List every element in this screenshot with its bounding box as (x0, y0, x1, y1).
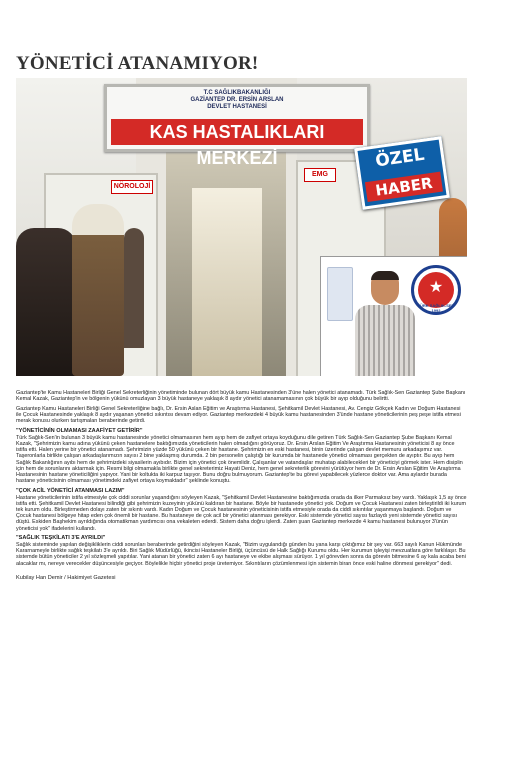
seal-text: TÜRK SAĞLIK-SEN 1992 (417, 303, 455, 313)
hospital-sign (104, 84, 370, 168)
emg-sign: EMG (304, 168, 336, 182)
paragraph: Gaziantep'te Kamu Hastaneleri Birliği Genel Sekreterliğinin yönetiminde bulunan dört büyük kamu Hastanesinden 3'üne halen yönetici atanamadı. Türk Sağlık-Sen Gaziantep Şube Başkanı Kemal Kazak, Gaziantep'in ve bölgenin yükünü omuzlayan 3 büyük hastaneye yaklaşık 8 aydır yönetici atanamamasının çok büyük bir ayıp olduğunu belirtti. (16, 390, 466, 403)
portrait (355, 271, 415, 376)
person-figure (16, 228, 76, 376)
section-heading: "ÇOK ACİL YÖNETİCİ ATANMASI LAZIM" (16, 488, 125, 495)
sign-line-3: DEVLET HASTANESİ (207, 104, 267, 110)
inset-photo (320, 256, 467, 376)
author-line: Kubilay Han Demir / Hakimiyet Gazetesi (16, 574, 116, 581)
section-heading: "SAĞLIK TEŞKİLATI 3'E AYRILDI" (16, 535, 106, 542)
badge-bottom: HABER (365, 172, 443, 202)
section-heading: "YÖNETİCİNİN OLMAMASI ZAAFİYET GETİRİR" (16, 428, 143, 435)
corridor (192, 188, 262, 376)
star-icon: ★ (428, 279, 444, 296)
article (16, 52, 467, 581)
article-photo (16, 78, 467, 376)
ozel-haber-badge (354, 136, 450, 210)
noroloji-sign: NÖROLOJİ (111, 180, 153, 194)
person-figure (72, 204, 124, 376)
sign-line-2: GAZİANTEP DR. ERSİN ARSLAN (190, 97, 284, 103)
paragraph: Gaziantep Kamu Hastaneleri Birliği Genel Sekreterliğine bağlı, Dr. Ersin Aslan Eğitim ve Araştırma Hastanesi, Şehitkamil Devlet Hastanesi, Av. Cengiz Gökçek Kadın ve Doğum Hastanesi ile Çocuk Hastanesinde yaklaşık 8 aydır yaşanan yönetici sıkıntısı devam ediyor. Gaziantep merkezdeki 4 büyük kamu hastanesinden 3'ünde hastane yöneticilerinin peş peşe istifa etmesi merak konusu olurken tartışmaları beraberinde getirdi. (16, 406, 461, 425)
paragraph: Sağlık sisteminde yapılan değişikliklerin ciddi sorunları beraberinde getirdiğini söyleyen Kazak, "Bizim uygulandığı günden bu yana karşı çıktığımız bir şey var. 663 sayılı Kanun Hükmünde Kararnameyle birlikte sağlık teşkilatı 3'e ayrıldı. Biri Sağlık Müdürlüğü, ikincisi Hastaneler Birliği, üçüncüsü de Halk Sağlığı Kurumu oldu. Her kurumun işleyişi mevzuatlara göre farklılaşır. Bu sistemde bütün yöneticiler 2 yıl sözleşmeli yapıtılar. Yani atanan bir yönetici zaten 6 ayı hastaneye ve ekibe alışması sürüyor. 1 yıl görevden sonra da görevin bitmesine 6 ay kala acaba beni alacaklar mı, nereye verecekler düşüncesiyle geçiyor. Böylelikle hiçbir yönetici proje üretemiyor. Sıkıntıların çözümlenmesi için sistemin biran önce eski haline dönmesi gerekiyor" dedi. (16, 542, 466, 567)
article-title: YÖNETİCİ ATANAMIYOR! (16, 53, 259, 74)
union-seal-icon (411, 265, 461, 315)
logo-icon (327, 267, 353, 321)
badge-top: ÖZEL (374, 144, 426, 172)
sign-big-text: KAS HASTALIKLARI MERKEZİ (111, 119, 363, 145)
paragraph: Hastane yöneticilerinin istifa etmesiyle çok ciddi sorunlar yaşandığını söyleyen Kazak, "Şehitkamil Devlet Hastanesine baktığımızda orada da ilker Parmaksız bey vardı. Yaklaşık 1,5 ay önce istifa etti. Şehitkamil Devlet Hastanesi bilindiği gibi şehrimizin kuzeyinin yükünü kaldıran bir hastane. Böyle bir hastanede yönetici yok. Doğum ve Çocuk Hastanesi zaten birleştirildi iki kurum tek kurum oldu. Birleştirmeden dolayı zaten bir sıkıntı vardı. Kadın Doğum ve Çocuk hastanesinin yöneticisinin istifa etmesiyle orada da ciddi sıkıntılar yaşanmaya başlandı. Doğum ve Çocuk hastanesi bölgeye hitap eden çok önemli bir hastane. Bu hastaneye de çok acil bir yönetici atanması gerekiyor. Eski sistemde yönetici sayısı fazlaydı yeni sistemde yönetici sayısı düştü. Eskiden Başhekim ayrıldığında otomatikman yardımcısı ona vekaleten ederdi. Sistem daha doğru işlerdi. Zaten şuan Gaziantep merkezde 4 kamu hastanesi bulunuyor 3'ünün yöneticisi yok" ifadelerini kullandı. (16, 494, 467, 532)
person-figure (124, 228, 144, 348)
article-body (16, 390, 467, 581)
paragraph: Türk Sağlık-Sen'in bulunan 3 büyük kamu hastanesinde yönetici olmamasının hem ayıp hem de zafiyet ortaya koyduğunu dile getiren Türk Sağlık-Sen Gaziantep Şube Başkanı Kemal Kazak, "Şehrimizin kamu adına yükünü çeken hastanelere baktığımızda yöneticilerin halen olmadığını görüyoruz. Dr. Ersin Arslan Eğitim Ve Araştırma Hastanesinin yöneticisi 8 ay önce istifa etti. Halen yerine bir yönetici atanamadı. Şehrimizin yüzde 50 yükünü çeken bir hastane. Şehrimizin en eski hastanesi, binin üzerinde çalışan devlet memuru arkadaşımız var. Taşeronlarla birlikte çalışan arkadaşlarımızın sayısı 2 bine yaklaşmış durumda. 2 bin personelin çalıştığı bir kurumda bir hastanede yönetici olmaması gerçekten de ayıptır. Bu ayıp hem Sağlık Bakanlığının ayıbı hem de şehrimizdeki siyasilerin ayıbıdır. Bizim için yönetici çok önemlidir. Çalışanlar ve vatandaşlar muhatap alabilecekleri bir yöneticiyi görmek ister. Hem disiplin için hem de sorunlarını aktarmak için. Resmi bilgi olmamakla birlikte genel sekreterimiz Hayati Deniz, hem genel sekreterlik görevini yürütüyor hem de Dr. Ersin Arslan Eğitim Ve Araştırma Hastanesinin hastane yöneticiliğini yapıyor. Yani bir koltukta iki karpuz taşıyor. Bunu doğru bulmuyorum. Gaziantep'te bu görevi yapabilecek yüzlerce doktor var. Ama aylardır burada hastane yöneticisinin olmaması yönetimdeki zafiyet ortaya koymaktadır" şeklinde konuştu. (16, 434, 463, 485)
sign-line-1: T.C SAĞLIKBAKANLIĞI (203, 90, 271, 96)
